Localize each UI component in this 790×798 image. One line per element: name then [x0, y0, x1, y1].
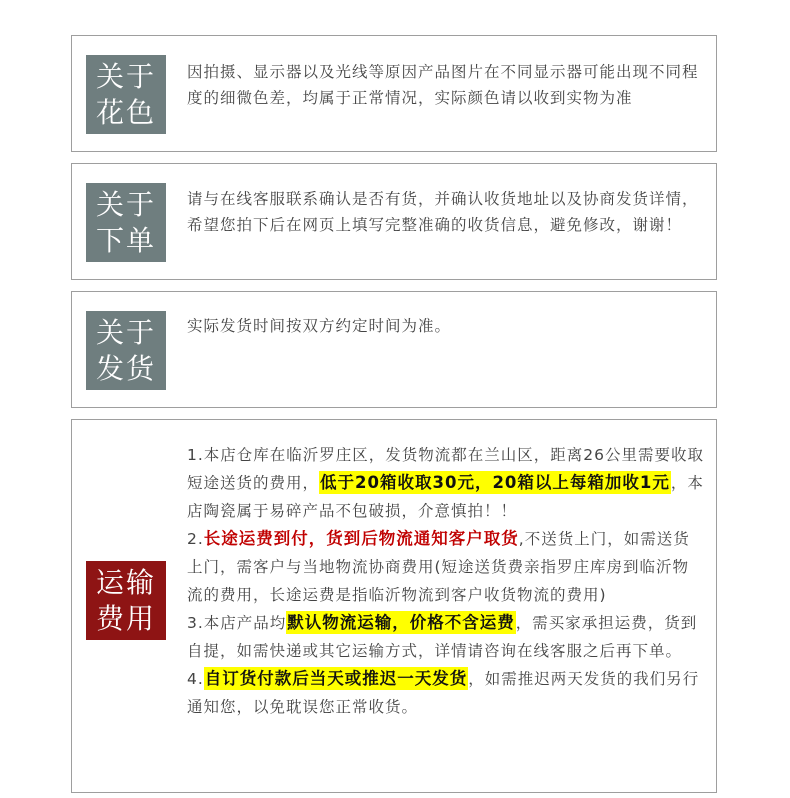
freight-item-2	[187, 525, 704, 609]
section-text	[187, 441, 704, 721]
freight-item-3-highlight: 默认物流运输，价格不含运费	[287, 613, 515, 632]
freight-item-3	[187, 609, 704, 665]
freight-item-4-text-b: ，如需推迟两天发货的我们另行通知您，以免耽误您正常收货。	[187, 670, 700, 716]
notice-card-order	[71, 163, 717, 280]
freight-item-1-highlight: 低于20箱收取30元，20箱以上每箱加收1元	[320, 473, 670, 492]
order-notice-text: 请与在线客服联系确认是否有货，并确认收货地址以及协商发货详情，希望您拍下后在网页上填写完整准确的收货信息，避免修改，谢谢！	[187, 190, 699, 234]
badge-line-2: 发货	[95, 351, 156, 385]
freight-item-4-highlight: 自订货付款后当天或推迟一天发货	[204, 669, 468, 688]
section-text	[187, 186, 704, 238]
shipping-notice-text: 实际发货时间按双方约定时间为准。	[187, 317, 452, 335]
freight-item-1	[187, 441, 704, 525]
section-badge	[86, 561, 166, 640]
badge-line-1: 关于	[95, 315, 156, 349]
section-text	[187, 313, 704, 339]
freight-item-2-emphasis: 长途运费到付，货到后物流通知客户取货	[203, 529, 519, 548]
badge-line-1: 运输	[95, 565, 156, 599]
freight-item-1-text-a: 1.本店仓库在临沂罗庄区，发货物流都在兰山区，距离26公里需要收取短途送货的费用，	[187, 446, 705, 492]
freight-item-1-text-b: ，本店陶瓷属于易碎产品不包破损，介意慎拍！！	[187, 474, 704, 520]
badge-line-1: 关于	[95, 187, 156, 221]
notice-card-shipping	[71, 291, 717, 408]
notice-card-freight	[71, 419, 717, 793]
section-badge	[86, 311, 166, 390]
freight-item-3-text-a: 3.本店产品均	[187, 614, 287, 632]
freight-item-2-text-b: ,不送货上门，如需送货上门，需客户与当地物流协商费用(短途送货费亲指罗庄库房到临沂物流的费用，长途运费是指临沂物流到客户收货物流的费用)	[187, 530, 690, 604]
badge-line-1: 关于	[95, 59, 156, 93]
badge-line-2: 费用	[95, 601, 156, 635]
badge-line-2: 花色	[95, 95, 156, 129]
notice-card-color	[71, 35, 717, 152]
section-text	[187, 59, 704, 111]
section-badge	[86, 183, 166, 262]
freight-item-3-text-b: ，需买家承担运费，货到自提，如需快递或其它运输方式，详情请咨询在线客服之后再下单。	[187, 614, 698, 660]
color-notice-text: 因拍摄、显示器以及光线等原因产品图片在不同显示器可能出现不同程度的细微色差，均属于正常情况，实际颜色请以收到实物为准	[187, 63, 699, 107]
freight-item-4-text-a: 4.	[187, 670, 204, 688]
badge-line-2: 下单	[95, 223, 156, 257]
section-badge	[86, 55, 166, 134]
freight-item-4	[187, 665, 704, 721]
freight-item-2-text-a: 2.	[187, 530, 204, 548]
